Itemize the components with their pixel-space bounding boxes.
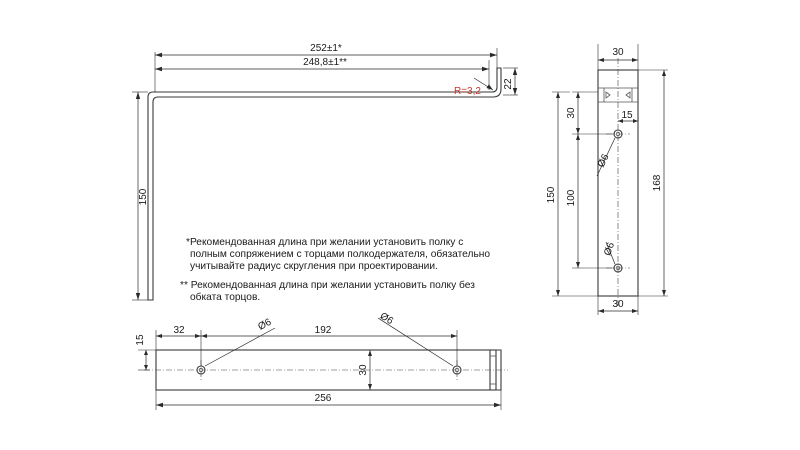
dim-total-length: 252±1* xyxy=(310,43,342,54)
dim-hole-spacing-top: 192 xyxy=(314,325,332,336)
dim-width: 30 xyxy=(358,364,369,376)
note-2-line-1: ** Рекомендованная длина при желании установить полку без xyxy=(180,280,475,291)
dim-total-length-top: 256 xyxy=(314,393,332,404)
dim-width-top: 30 xyxy=(612,47,624,58)
note-1-line-3: учитывайте радиус скругления при проектировании. xyxy=(190,261,438,272)
dim-hole-offset: 30 xyxy=(566,107,577,119)
dim-first-hole: 32 xyxy=(173,325,185,336)
dim-hole-side: 15 xyxy=(621,110,633,121)
hole-dia-right: Ø6 xyxy=(377,310,395,328)
dim-inner-length: 248,8±1** xyxy=(303,57,347,68)
dim-hole-spacing: 100 xyxy=(566,189,577,207)
notes xyxy=(180,237,490,303)
hole-dia-top: Ø6 xyxy=(595,152,612,170)
front-view xyxy=(546,44,668,315)
dim-thickness: 15 xyxy=(135,334,146,346)
note-2-line-2: обката торцов. xyxy=(190,292,261,303)
hole-dia-bottom: Ø6 xyxy=(602,240,618,258)
hole-dia-left: Ø6 xyxy=(256,316,274,333)
note-1-line-1: *Рекомендованная длина при желании установить полку с xyxy=(186,237,464,248)
dim-lip-height: 22 xyxy=(503,78,514,90)
radius-label: R=3,2 xyxy=(454,86,481,97)
top-view xyxy=(135,311,508,410)
dim-height-168: 168 xyxy=(652,174,663,192)
dim-width-bottom: 30 xyxy=(612,299,624,310)
note-1-line-2: полным сопряжением с торцами полкодержателя, обязательно xyxy=(190,249,491,260)
dim-height-150: 150 xyxy=(546,186,557,204)
dim-height: 150 xyxy=(138,188,149,206)
